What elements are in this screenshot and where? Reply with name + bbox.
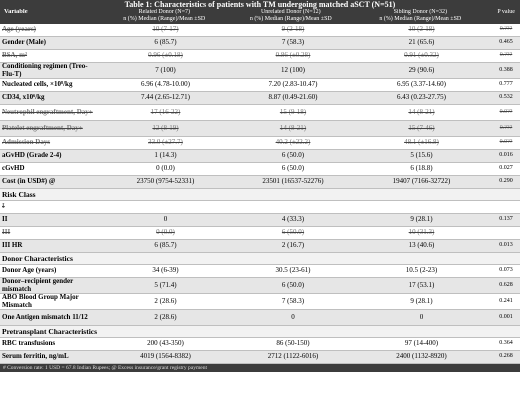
related-value: 2 (28.6) [96,294,235,310]
p-value: 0.532 [492,92,520,105]
unrelated-value: 6 (50.0) [235,278,351,294]
table-row [0,240,520,253]
unrelated-value: 0 [235,310,351,326]
sibling-value [351,201,492,214]
characteristics-table [0,24,520,364]
p-value: 0.027 [492,163,520,176]
sibling-value: 5 (15.6) [351,150,492,163]
row-label: aGvHD (Grade 2-4) [0,150,96,163]
header-variable: Variable [4,9,28,15]
unrelated-value: 30.5 (23-61) [235,265,351,278]
unrelated-value: 14 (8-21) [235,121,351,137]
row-label: Neutrophil engraftment, Day+ [0,105,96,121]
sibling-value: 48.1 (±16.8) [351,137,492,150]
row-label: Cost (in USD#) @ [0,176,96,189]
row-label: Admission Days [0,137,96,150]
header-related: Related Donor (N=7) n (%) Median (Range)/Mean ±SD [123,9,206,22]
sibling-value: 17 (53.1) [351,278,492,294]
row-label: II [0,214,96,227]
row-label: III HR [0,240,96,253]
row-label: One Antigen mismatch 11/12 [0,310,96,326]
table-row [0,310,520,326]
related-value: 17 (16-22) [96,105,235,121]
unrelated-value: 6 (50.0) [235,227,351,240]
row-label: Nucleated cells, ×10⁸/kg [0,79,96,92]
table-row [0,201,520,214]
sibling-value: 97 (14-400) [351,338,492,351]
related-value: 23750 (9754-52331) [96,176,235,189]
row-label: ABO Blood Group Major Mismatch [0,294,96,310]
table-row [0,63,520,79]
section-header [0,253,520,265]
sibling-value: 10 (2-18) [351,24,492,37]
unrelated-value: 6 (50.0) [235,150,351,163]
row-label: CD34, x10⁶/kg [0,92,96,105]
table-row [0,351,520,364]
p-value: 0.628 [492,278,520,294]
p-value: 0.??? [492,50,520,63]
unrelated-value: 7.20 (2.83-10.47) [235,79,351,92]
related-value: 1 (14.3) [96,150,235,163]
sibling-value: 10.5 (2-23) [351,265,492,278]
row-label: Donor–recipient gender mismatch [0,278,96,294]
sibling-value: 15 (7-46) [351,121,492,137]
unrelated-value [235,201,351,214]
table-row [0,37,520,50]
related-value: 0 (0.0) [96,163,235,176]
table-row [0,227,520,240]
related-value: 6.96 (4.78-10.00) [96,79,235,92]
section-header [0,326,520,338]
sibling-value: 29 (90.6) [351,63,492,79]
table-row [0,176,520,189]
section-header [0,189,520,201]
sibling-value: 9 (28.1) [351,294,492,310]
related-value: 6 (85.7) [96,240,235,253]
p-value: 0.013 [492,240,520,253]
row-label: Platelet engraftment, Day+ [0,121,96,137]
sibling-value: 6 (18.8) [351,163,492,176]
sibling-value: 10 (31.3) [351,227,492,240]
related-value: 12 (8-19) [96,121,235,137]
p-value: 0.465 [492,37,520,50]
section-title: Pretransplant Characteristics [0,326,520,338]
unrelated-value: 6 (50.0) [235,163,351,176]
related-value: 0.96 (±0.18) [96,50,235,63]
related-value: 5 (71.4) [96,278,235,294]
sibling-value: 14 (8-21) [351,105,492,121]
table-row [0,121,520,137]
related-value: 0 [96,214,235,227]
table-title: Table 1: Characteristics of patients with TM undergoing matched aSCT (N=51) [0,0,520,9]
unrelated-value: 9 (2-18) [235,24,351,37]
sibling-value: 13 (40.6) [351,240,492,253]
sibling-value: 0.91 (±0.32) [351,50,492,63]
row-label: cGvHD [0,163,96,176]
p-value: 0.364 [492,338,520,351]
section-title: Risk Class [0,189,520,201]
related-value: 7.44 (2.65-12.71) [96,92,235,105]
unrelated-value: 12 (100) [235,63,351,79]
p-value: 0.388 [492,63,520,79]
header-sibling: Sibling Donor (N=32) n (%) Median (Range)/Mean ±SD [379,9,462,22]
p-value: 0.290 [492,176,520,189]
unrelated-value: 7 (58.3) [235,37,351,50]
p-value: 0.137 [492,214,520,227]
unrelated-value: 2 (16.7) [235,240,351,253]
table-row [0,265,520,278]
table-row [0,24,520,37]
table-header [0,9,520,24]
related-value: 200 (43-350) [96,338,235,351]
related-value: 6 (85.7) [96,37,235,50]
table-row [0,79,520,92]
row-label: Donor Age (years) [0,265,96,278]
sibling-value: 21 (65.6) [351,37,492,50]
table-row [0,214,520,227]
sibling-value: 9 (28.1) [351,214,492,227]
table-row [0,163,520,176]
row-label: I [0,201,96,214]
row-label: III [0,227,96,240]
p-value: 0.268 [492,351,520,364]
related-value: 4019 (1564-8382) [96,351,235,364]
row-label: Gender (Male) [0,37,96,50]
row-label: Age (years) [0,24,96,37]
p-value: 0.0?? [492,137,520,150]
p-value: 0.073 [492,265,520,278]
table-row [0,105,520,121]
table-row [0,294,520,310]
sibling-value: 19407 (7166-32722) [351,176,492,189]
related-value: 7 (100) [96,63,235,79]
table-row [0,92,520,105]
section-title: Donor Characteristics [0,253,520,265]
table-row [0,150,520,163]
sibling-value: 0 [351,310,492,326]
unrelated-value: 0.86 (±0.28) [235,50,351,63]
unrelated-value: 15 (9-18) [235,105,351,121]
sibling-value: 6.95 (3.37-14.60) [351,79,492,92]
unrelated-value: 2712 (1122-6016) [235,351,351,364]
unrelated-value: 40.2 (±22.2) [235,137,351,150]
p-value: 0.??? [492,121,520,137]
header-pvalue: P value [497,9,515,15]
p-value [492,201,520,214]
sibling-value: 2400 (1132-8920) [351,351,492,364]
related-value: 33.0 (±27.7) [96,137,235,150]
unrelated-value: 7 (58.3) [235,294,351,310]
row-label: Conditioning regimen (Treo-Flu-T) [0,63,96,79]
p-value: 0.0?? [492,105,520,121]
table-row [0,278,520,294]
p-value: 0.016 [492,150,520,163]
p-value [492,227,520,240]
p-value: 0.241 [492,294,520,310]
unrelated-value: 23501 (16537-52276) [235,176,351,189]
table-row [0,338,520,351]
related-value: 10 (7-17) [96,24,235,37]
related-value: 34 (6-39) [96,265,235,278]
footnote: # Conversion rate: 1 USD = 67.8 Indian Rupees; @ Excess insurance/grant registry payment [0,364,520,372]
related-value: 2 (28.6) [96,310,235,326]
p-value: 0.??? [492,24,520,37]
header-unrelated: Unrelated Donor (N=12) n (%) Median (Range)/Mean ±SD [249,9,332,22]
table-row [0,137,520,150]
sibling-value: 6.43 (0.23-27.75) [351,92,492,105]
row-label: RBC transfusions [0,338,96,351]
row-label: Serum ferritin, ng/mL [0,351,96,364]
unrelated-value: 4 (33.3) [235,214,351,227]
row-label: BSA, m² [0,50,96,63]
related-value [96,201,235,214]
p-value: 0.001 [492,310,520,326]
unrelated-value: 86 (50-150) [235,338,351,351]
p-value: 0.777 [492,79,520,92]
unrelated-value: 8.87 (0.49-21.60) [235,92,351,105]
related-value: 0 (0.0) [96,227,235,240]
table-row [0,50,520,63]
